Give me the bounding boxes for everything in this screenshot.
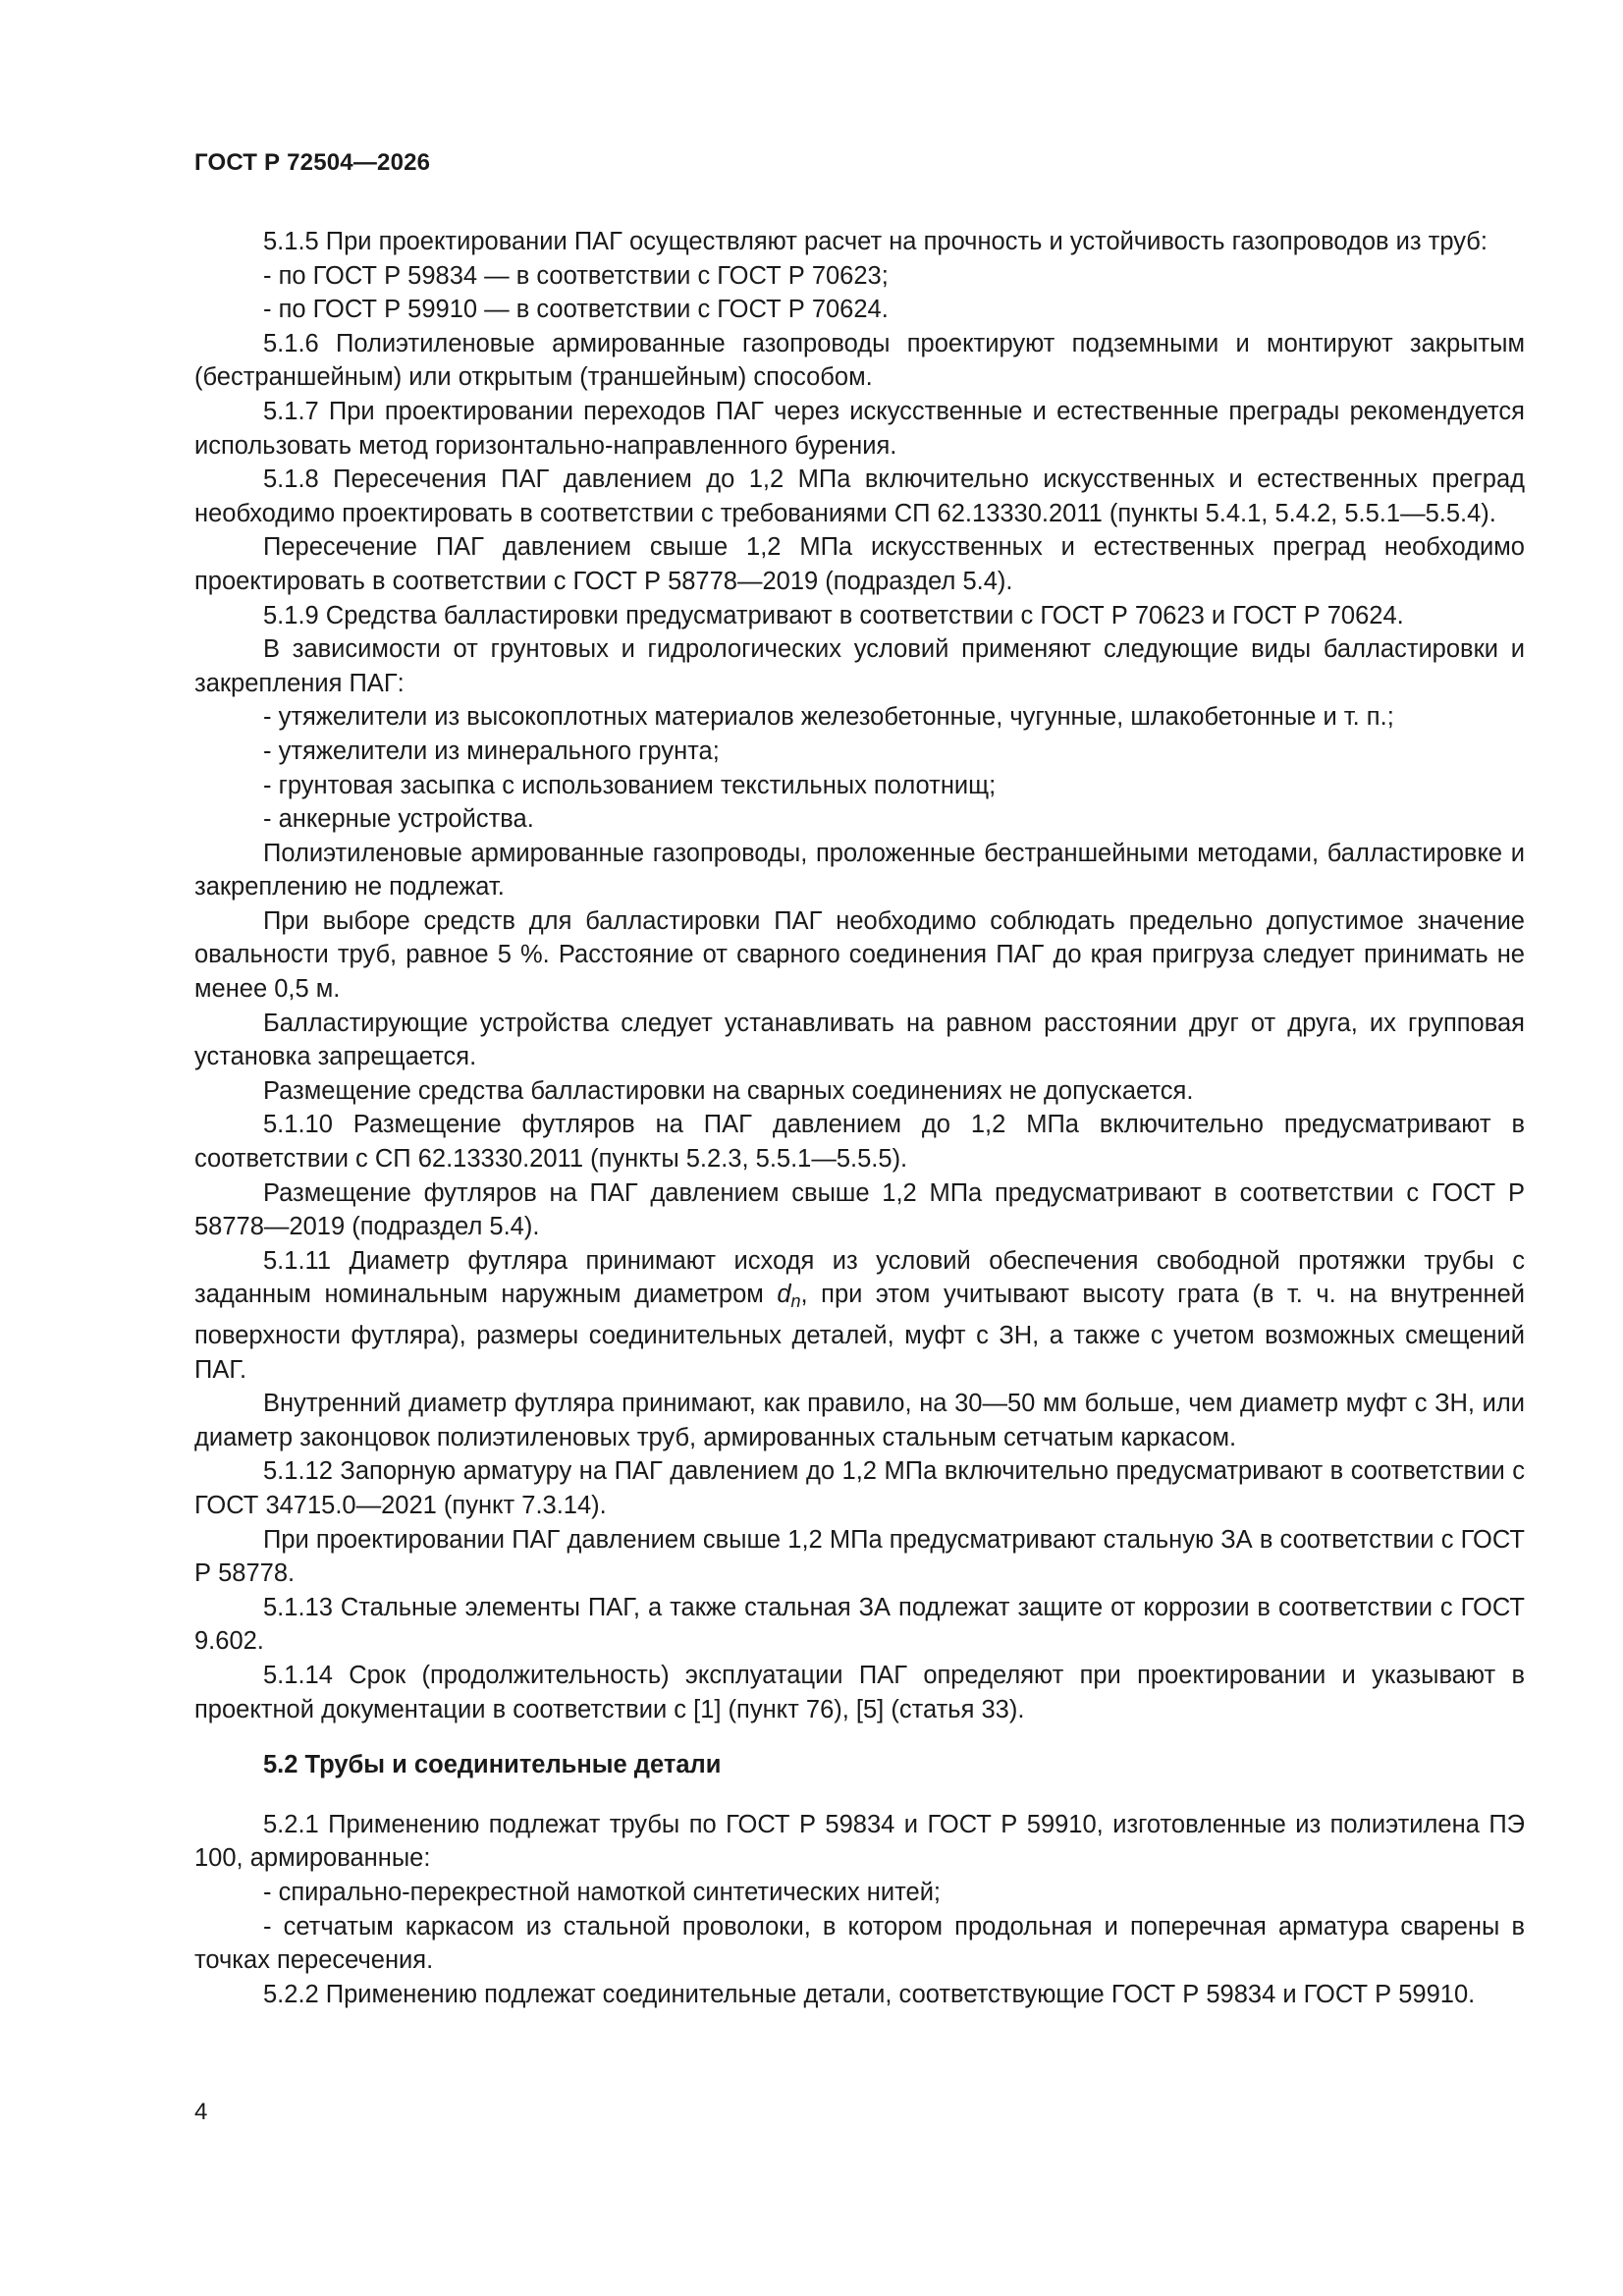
paragraph: Внутренний диаметр футляра принимают, как правило, на 30—50 мм больше, чем диаметр муфт с ЗН, или диаметр законцовок полиэтиленовых труб, армированных стальным сетчатым каркасом. bbox=[194, 1390, 1525, 1451]
paragraph: Пересечение ПАГ давлением свыше 1,2 МПа искусственных и естественных преград необходимо проектировать в соответствии с ГОСТ Р 58778—2019 (подраздел 5.4). bbox=[194, 533, 1525, 595]
list-item: - по ГОСТ Р 59834 — в соответствии с ГОСТ Р 70623; bbox=[263, 261, 889, 290]
paragraph: 5.1.13 Стальные элементы ПАГ, а также стальная ЗА подлежат защите от коррозии в соответствии с ГОСТ 9.602. bbox=[194, 1593, 1525, 1656]
section-heading: 5.2 Трубы и соединительные детали bbox=[263, 1751, 722, 1779]
document-body bbox=[194, 225, 1525, 2011]
section-5-1-part-b bbox=[194, 1387, 1525, 1726]
paragraph-text: 5.1.11 Диаметр футляра принимают исходя из условий обеспечения свободной протяжки трубы с заданным номинальным наружным диаметром bbox=[194, 1246, 1525, 1309]
paragraph: 5.1.7 При проектировании переходов ПАГ через искусственные и естественные преграды рекомендуется использовать метод горизонтально-направленного бурения. bbox=[194, 397, 1525, 460]
paragraph: 5.2.1 Применению подлежат трубы по ГОСТ Р 59834 и ГОСТ Р 59910, изготовленные из полиэтилена ПЭ 100, армированные: bbox=[194, 1810, 1525, 1873]
paragraph: В зависимости от грунтовых и гидрологических условий применяют следующие виды балластировки и закрепления ПАГ: bbox=[194, 635, 1525, 697]
variable-subscript: n bbox=[790, 1291, 801, 1312]
paragraph: 5.1.12 Запорную арматуру на ПАГ давлением до 1,2 МПа включительно предусматривают в соответствии с ГОСТ 34715.0—2021 (пункт 7.3.14). bbox=[194, 1457, 1525, 1519]
paragraph: Полиэтиленовые армированные газопроводы, проложенные бестраншейными методами, балластировке и закреплению не подлежат. bbox=[194, 839, 1525, 902]
paragraph: 5.2.2 Применению подлежат соединительные детали, соответствующие ГОСТ Р 59834 и ГОСТ Р 59910. bbox=[263, 1980, 1476, 2008]
paragraph: Размещение футляров на ПАГ давлением свыше 1,2 МПа предусматривают в соответствии с ГОСТ Р 58778—2019 (подраздел 5.4). bbox=[194, 1178, 1525, 1241]
paragraph: 5.1.6 Полиэтиленовые армированные газопроводы проектируют подземными и монтируют закрытым (бестраншейным) или открытым (траншейным) способом. bbox=[194, 329, 1525, 392]
paragraph: Размещение средства балластировки на сварных соединениях не допускается. bbox=[263, 1076, 1194, 1105]
page-number: 4 bbox=[194, 2099, 208, 2125]
paragraph: 5.1.10 Размещение футляров на ПАГ давлением до 1,2 МПа включительно предусматривают в соответствии с СП 62.13330.2011 (пункты 5.2.3, 5.5.1—5.5.5). bbox=[194, 1111, 1525, 1174]
list-item: - по ГОСТ Р 59910 — в соответствии с ГОСТ Р 70624. bbox=[263, 296, 889, 324]
list-item: - спирально-перекрестной намоткой синтетических нитей; bbox=[263, 1878, 942, 1906]
variable-d: d bbox=[777, 1281, 791, 1309]
paragraph-5-1-11 bbox=[194, 1244, 1525, 1387]
paragraph-text: , при этом учитывают высоту грата (в т. ч. на внутренней поверхности футляра), размеры соединительных деталей, муфт с ЗН, а также с учетом возможных смещений ПАГ. bbox=[194, 1281, 1526, 1384]
document-header: ГОСТ Р 72504—2026 bbox=[194, 149, 431, 176]
paragraph: 5.1.9 Средства балластировки предусматривают в соответствии с ГОСТ Р 70623 и ГОСТ Р 70624. bbox=[263, 601, 1404, 629]
list-item: - сетчатым каркасом из стальной проволоки, в котором продольная и поперечная арматура сварены в точках пересечения. bbox=[194, 1912, 1525, 1975]
paragraph: При выборе средств для балластировки ПАГ необходимо соблюдать предельно допустимое значение овальности труб, равное 5 %. Расстояние от сварного соединения ПАГ до края пригруза следует принимать не менее 0,5 м. bbox=[194, 906, 1525, 1004]
paragraph: Балластирующие устройства следует устанавливать на равном расстоянии друг от друга, их групповая установка запрещается. bbox=[194, 1009, 1525, 1071]
paragraph: 5.1.14 Срок (продолжительность) эксплуатации ПАГ определяют при проектировании и указывают в проектной документации в соответствии с [1] (пункт 76), [5] (статья 33). bbox=[194, 1661, 1525, 1723]
section-5-2 bbox=[194, 1808, 1525, 2012]
list-item: - утяжелители из высокоплотных материалов железобетонные, чугунные, шлакобетонные и т. п.; bbox=[263, 703, 1394, 732]
paragraph: 5.1.5 При проектировании ПАГ осуществляют расчет на прочность и устойчивость газопроводов из труб: bbox=[263, 228, 1488, 255]
section-5-1-part-a bbox=[194, 225, 1525, 1244]
list-item: - утяжелители из минерального грунта; bbox=[263, 737, 720, 765]
paragraph: 5.1.8 Пересечения ПАГ давлением до 1,2 МПа включительно искусственных и естественных преград необходимо проектировать в соответствии с требованиями СП 62.13330.2011 (пункты 5.4.1, 5.4.2, 5.5.1—5.5.4). bbox=[194, 465, 1525, 527]
list-item: - анкерные устройства. bbox=[263, 805, 534, 834]
paragraph: При проектировании ПАГ давлением свыше 1,2 МПа предусматривают стальную ЗА в соответствии с ГОСТ Р 58778. bbox=[194, 1525, 1525, 1588]
list-item: - грунтовая засыпка с использованием текстильных полотнищ; bbox=[263, 771, 997, 799]
